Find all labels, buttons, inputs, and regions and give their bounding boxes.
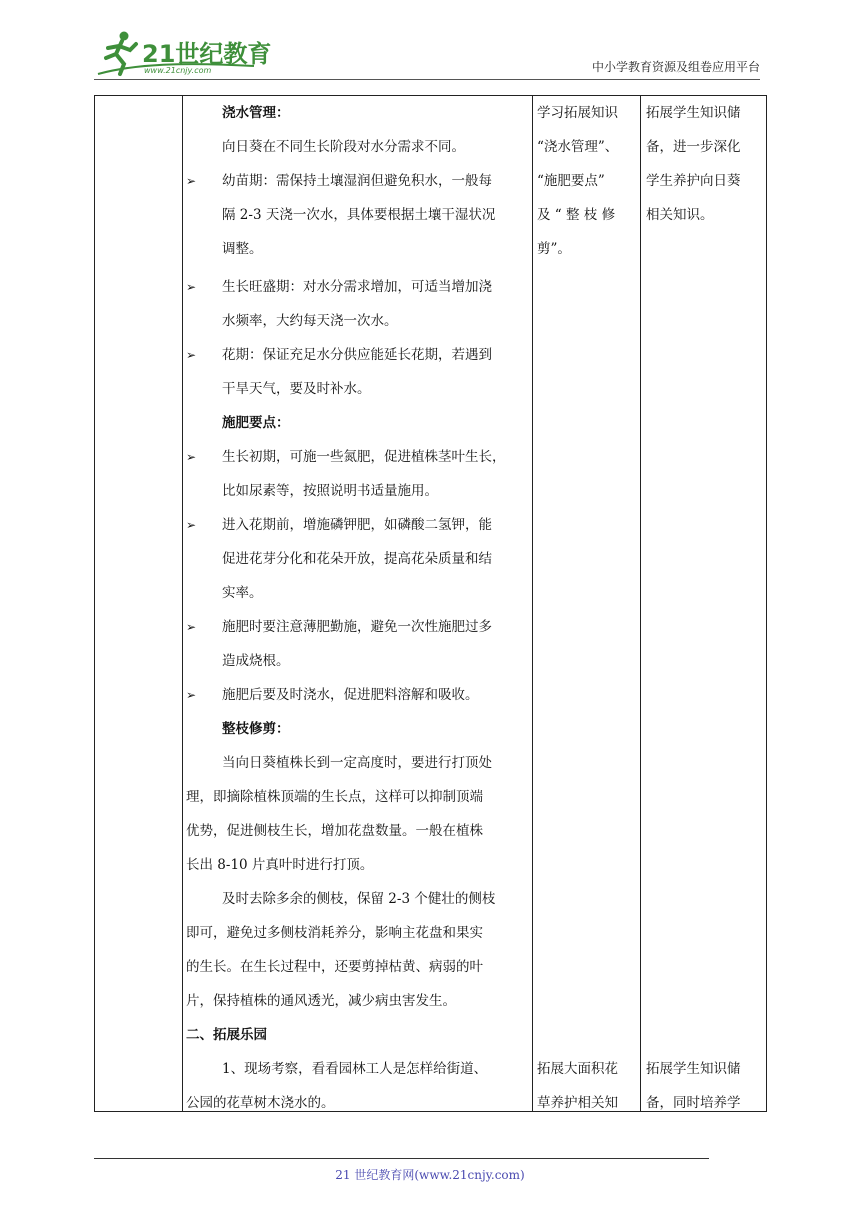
activity-line: 及 “ 整 枝 修 — [537, 207, 616, 223]
logo-text: 21世纪教育 — [142, 40, 272, 68]
column-divider — [640, 96, 641, 1111]
lesson-table — [94, 95, 767, 1112]
bullet-line: 施肥后要及时浇水，促进肥料溶解和吸收。 — [222, 687, 479, 703]
activity-line: 剪”。 — [537, 241, 571, 257]
paragraph: 向日葵在不同生长阶段对水分需求不同。 — [222, 139, 465, 155]
footer-link[interactable]: 21 世纪教育网(www.21cnjy.com) — [335, 1168, 525, 1182]
bullet-line: 促进花芽分化和花朵开放，提高花朵质量和结 — [222, 551, 492, 567]
section-heading: 二、拓展乐园 — [186, 1027, 267, 1043]
site-logo — [94, 28, 294, 78]
intent-line: 学生养护向日葵 — [646, 173, 741, 189]
arrow-bullet-icon: ➢ — [186, 620, 197, 634]
bullet-line: 生长旺盛期：对水分需求增加，可适当增加浇 — [222, 279, 492, 295]
paragraph-line: 的生长。在生长过程中，还要剪掉枯黄、病弱的叶 — [186, 959, 483, 975]
bullet-line: 实率。 — [222, 585, 263, 601]
activity-line: 学习拓展知识 — [537, 105, 618, 121]
bullet-line: 调整。 — [222, 241, 263, 257]
intent-line: 备，进一步深化 — [646, 139, 741, 155]
arrow-bullet-icon: ➢ — [186, 174, 197, 188]
intent-line: 拓展学生知识储 — [646, 105, 741, 121]
activity-line: 草养护相关知 — [537, 1095, 618, 1111]
arrow-bullet-icon: ➢ — [186, 450, 197, 464]
bullet-line: 幼苗期：需保持土壤湿润但避免积水，一般每 — [222, 173, 492, 189]
heading-fertilizing: 施肥要点： — [222, 415, 290, 431]
intent-line: 相关知识。 — [646, 207, 714, 223]
bullet-line: 造成烧根。 — [222, 653, 290, 669]
bullet-line: 干旱天气，要及时补水。 — [222, 381, 371, 397]
paragraph-line: 即可，避免过多侧枝消耗养分，影响主花盘和果实 — [186, 925, 483, 941]
heading-watering: 浇水管理： — [222, 105, 290, 121]
arrow-bullet-icon: ➢ — [186, 348, 197, 362]
bullet-line: 隔 2-3 天浇一次水，具体要根据土壤干湿状况 — [222, 207, 496, 223]
header-divider — [94, 79, 760, 80]
paragraph-line: 当向日葵植株长到一定高度时，要进行打顶处 — [222, 755, 492, 771]
bullet-line: 水频率，大约每天浇一次水。 — [222, 313, 398, 329]
bullet-line: 花期：保证充足水分供应能延长花期，若遇到 — [222, 347, 492, 363]
heading-pruning: 整枝修剪： — [222, 721, 290, 737]
column-divider — [532, 96, 533, 1111]
bullet-line: 生长初期，可施一些氮肥，促进植株茎叶生长， — [222, 449, 506, 465]
paragraph-line: 理，即摘除植株顶端的生长点，这样可以抑制顶端 — [186, 789, 483, 805]
intent-line: 拓展学生知识储 — [646, 1061, 741, 1077]
activity-line: “施肥要点” — [537, 173, 605, 189]
paragraph-line: 公园的花草树木浇水的。 — [186, 1095, 335, 1111]
column-divider — [182, 96, 183, 1111]
page-header — [94, 28, 760, 78]
activity-line: “浇水管理”、 — [537, 139, 619, 155]
arrow-bullet-icon: ➢ — [186, 688, 197, 702]
paragraph-line: 长出 8-10 片真叶时进行打顶。 — [186, 857, 374, 873]
bullet-line: 施肥时要注意薄肥勤施，避免一次性施肥过多 — [222, 619, 492, 635]
activity-line: 拓展大面积花 — [537, 1061, 618, 1077]
arrow-bullet-icon: ➢ — [186, 518, 197, 532]
logo-url: www.21cnjy.com — [144, 66, 212, 75]
paragraph-line: 1、现场考察，看看园林工人是怎样给街道、 — [222, 1061, 488, 1077]
paragraph-line: 优势，促进侧枝生长，增加花盘数量。一般在植株 — [186, 823, 483, 839]
bullet-line: 进入花期前，增施磷钾肥，如磷酸二氢钾，能 — [222, 517, 492, 533]
paragraph-line: 片，保持植株的通风透光，减少病虫害发生。 — [186, 993, 456, 1009]
platform-name: 中小学教育资源及组卷应用平台 — [591, 60, 760, 74]
paragraph-line: 及时去除多余的侧枝，保留 2-3 个健壮的侧枝 — [222, 891, 496, 907]
bullet-line: 比如尿素等，按照说明书适量施用。 — [222, 483, 438, 499]
arrow-bullet-icon: ➢ — [186, 280, 197, 294]
footer-divider — [94, 1158, 709, 1159]
intent-line: 备，同时培养学 — [646, 1095, 741, 1111]
